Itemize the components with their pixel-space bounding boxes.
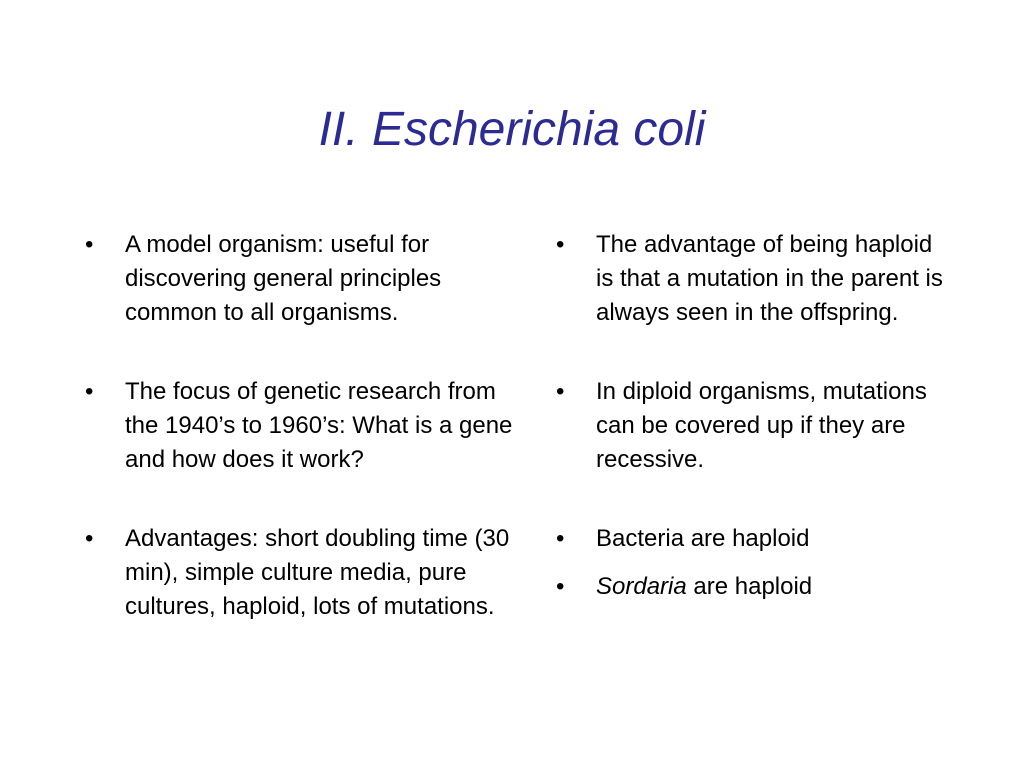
bullet-text: Bacteria are haploid [596,525,810,552]
bullet-text: are haploid [686,573,813,600]
bullet-marker: • [556,378,565,405]
bullet-item [82,522,532,624]
right-bullet-list [553,228,943,604]
bullet-text: Advantages: short doubling time (30 min), simple culture media, pure cultures, haploid, lots of mutations. [125,525,510,620]
bullet-text: A model organism: useful for discovering general principles common to all organisms. [125,231,442,326]
bullet-item [553,375,943,477]
left-bullet-list [82,228,532,669]
bullet-marker: • [556,231,565,258]
bullet-item [82,375,532,477]
bullet-text: In diploid organisms, mutations can be covered up if they are recessive. [596,378,927,473]
bullet-text: The advantage of being haploid is that a mutation in the parent is always seen in the offspring. [596,231,943,326]
bullet-marker: • [556,573,565,600]
bullet-text: The focus of genetic research from the 1940’s to 1960’s: What is a gene and how does it work? [125,378,513,473]
bullet-marker: • [556,525,565,552]
bullet-item [553,570,943,604]
bullet-text-italic: Sordaria [596,573,687,600]
bullet-marker: • [85,231,94,258]
bullet-marker: • [85,378,94,405]
bullet-item [553,228,943,330]
bullet-marker: • [85,525,94,552]
bullet-item [82,228,532,330]
slide-title: II. Escherichia coli [318,103,706,156]
bullet-item [553,522,943,556]
